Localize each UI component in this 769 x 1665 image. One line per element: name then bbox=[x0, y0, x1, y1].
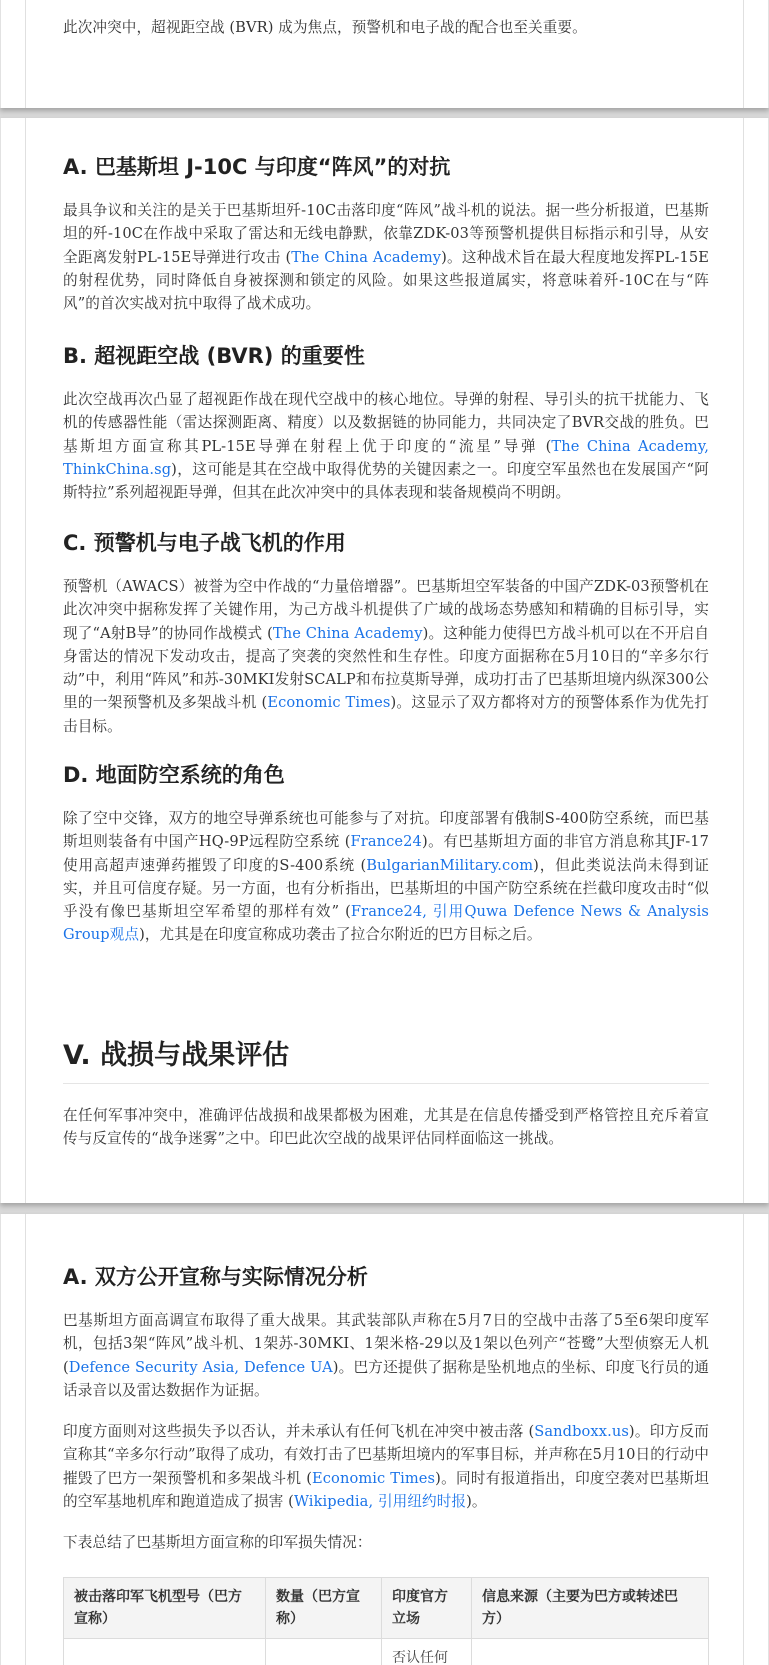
card-border-left bbox=[25, 118, 26, 1203]
section-v-paragraph: 在任何军事冲突中，准确评估战损和战果都极为困难，尤其是在信息传播受到严格管控且充斥着宣传与反宣传的“战争迷雾”之中。印巴此次空战的战果评估同样面临这一挑战。 bbox=[63, 1107, 709, 1148]
content-card-intro bbox=[0, 0, 769, 108]
section-d-paragraph: 除了空中交锋，双方的地空导弹系统也可能参与了对抗。印度部署有俄制S-400防空系统，而巴基斯坦则装备有中国产HQ-9P远程防空系统 (France24)。有巴基斯坦方面的非官方消息称其JF-17使用高超声速弹药摧毁了印度的S-400系统 (BulgarianMilitary.com)，但此类说法尚未得到证实，并且可信度存疑。另一方面，也有分析指出，巴基斯坦的中国产防空系统在拦截印度攻击时“似乎没有像巴基斯坦空军希望的那样有效” (France24, 引用Quwa Defence News & Analysis Group观点)，尤其是在印度宣称成功袭击了拉合尔附近的巴方目标之后。 bbox=[63, 810, 709, 944]
card-border-left bbox=[25, 0, 26, 108]
section-c-title: C. 预警机与电子战飞机的作用 bbox=[63, 531, 346, 555]
table-intro: 下表总结了巴基斯坦方面宣称的印军损失情况： bbox=[63, 1534, 372, 1552]
section-va-title: A. 双方公开宣称与实际情况分析 bbox=[63, 1265, 368, 1289]
source-link[interactable]: Economic Times bbox=[267, 694, 391, 712]
source-link[interactable]: France24 bbox=[350, 833, 422, 851]
intro-paragraph: 此次冲突中，超视距空战 (BVR) 成为焦点，预警机和电子战的配合也至关重要。 bbox=[63, 19, 587, 36]
section-va-paragraph-2: 印度方面则对这些损失予以否认，并未承认有任何飞机在冲突中被击落 (Sandboxx.us)。印方反而宣称其“辛多尔行动”取得了成功，有效打击了巴基斯坦境内的军事目标，并声称在5月10日的行动中摧毁了巴方一架预警机和多架战斗机 (Economic Times)。同时有报道指出，印度空袭对巴基斯坦的空军基地机库和跑道造成了损害 (Wikipedia, 引用纽约时报)。 bbox=[63, 1423, 710, 1511]
table-cell bbox=[266, 1638, 382, 1665]
section-v bbox=[63, 1039, 709, 1151]
table-cell bbox=[64, 1638, 266, 1665]
table-cell: 否认任何 bbox=[382, 1638, 472, 1665]
card-border-right bbox=[743, 1214, 744, 1665]
section-c bbox=[63, 529, 709, 738]
column-header-aircraft: 被击落印军飞机型号（巴方宣称） bbox=[64, 1577, 266, 1638]
loss-claims-table bbox=[63, 1577, 709, 1665]
card-border-right bbox=[743, 118, 744, 1203]
source-link[interactable]: France24, 引用Quwa Defence News & Analysis Group观点 bbox=[63, 903, 709, 944]
section-c-paragraph: 预警机（AWACS）被誉为空中作战的“力量倍增器”。巴基斯坦空军装备的中国产ZDK-03预警机在此次冲突中据称发挥了关键作用，为己方战斗机提供了广域的战场态势感知和精确的目标引导，实现了“A射B导”的协同作战模式 (The China Academy)。这种能力使得巴方战斗机可以在不开启自身雷达的情况下发动攻击，提高了突袭的突然性和生存性。印度方面据称在5月10日的“辛多尔行动”中，利用“阵风”和苏-30MKI发射SCALP和布拉莫斯导弹，成功打击了巴基斯坦境内纵深300公里的一架预警机及多架战斗机 (Economic Times)。这显示了双方都将对方的预警体系作为优先打击目标。 bbox=[63, 578, 710, 735]
section-a-title: A. 巴基斯坦 J-10C 与印度“阵风”的对抗 bbox=[63, 155, 451, 179]
table-row bbox=[64, 1638, 709, 1665]
source-link[interactable]: The China Academy bbox=[291, 248, 442, 266]
source-link[interactable]: Wikipedia, 引用纽约时报 bbox=[293, 1493, 467, 1511]
source-link[interactable]: Defence Security Asia, Defence UA bbox=[68, 1358, 333, 1376]
source-link[interactable]: The China Academy, bbox=[551, 437, 709, 455]
source-link[interactable]: BulgarianMilitary.com bbox=[366, 856, 534, 874]
column-header-india-stance: 印度官方立场 bbox=[382, 1577, 472, 1638]
section-d bbox=[63, 761, 709, 947]
source-link[interactable]: Economic Times bbox=[312, 1469, 436, 1487]
section-b-title: B. 超视距空战 (BVR) 的重要性 bbox=[63, 344, 365, 368]
source-link[interactable]: The China Academy bbox=[272, 624, 423, 642]
section-v-title: V. 战损与战果评估 bbox=[63, 1040, 290, 1071]
content-card-damage-assessment bbox=[0, 1214, 769, 1665]
card-border-left bbox=[25, 1214, 26, 1665]
section-d-title: D. 地面防空系统的角色 bbox=[63, 763, 285, 787]
column-header-count: 数量（巴方宣称） bbox=[266, 1577, 382, 1638]
table-header-row bbox=[64, 1577, 709, 1638]
source-link[interactable]: Sandboxx.us bbox=[534, 1423, 629, 1441]
card-border-right bbox=[743, 0, 744, 108]
section-va-paragraph-1: 巴基斯坦方面高调宣布取得了重大战果。其武装部队声称在5月7日的空战中击落了5至6架印度军机，包括3架“阵风”战斗机、1架苏-30MKI、1架米格-29以及1架以色列产“苍鹭”大型侦察无人机 (Defence Security Asia, Defence UA)。巴方还提供了据称是坠机地点的坐标、印度飞行员的通话录音以及雷达数据作为证据。 bbox=[63, 1312, 709, 1399]
column-header-source: 信息来源（主要为巴方或转述巴方） bbox=[472, 1577, 709, 1638]
section-va bbox=[63, 1263, 709, 1665]
section-b-paragraph: 此次空战再次凸显了超视距作战在现代空战中的核心地位。导弹的射程、导引头的抗干扰能力、飞机的传感器性能（雷达探测距离、精度）以及数据链的协同能力，共同决定了BVR交战的胜负。巴基斯坦方面宣称其PL-15E导弹在射程上优于印度的“流星”导弹 (The China Academy, ThinkChina.sg)，这可能是其在空战中取得优势的关键因素之一。印度空军虽然也在发展国产“阿斯特拉”系列超视距导弹，但其在此次冲突中的具体表现和装备规模尚不明朗。 bbox=[63, 391, 709, 502]
source-link[interactable]: ThinkChina.sg bbox=[63, 460, 172, 478]
content-card-air-combat bbox=[0, 118, 769, 1203]
heading-divider bbox=[63, 1083, 709, 1084]
section-a bbox=[63, 153, 709, 315]
table-cell bbox=[472, 1638, 709, 1665]
section-a-paragraph: 最具争议和关注的是关于巴基斯坦歼-10C击落印度“阵风”战斗机的说法。据一些分析报道，巴基斯坦的歼-10C在作战中采取了雷达和无线电静默，依靠ZDK-03等预警机提供目标指示和引导，从安全距离发射PL-15E导弹进行攻击 (The China Academy)。这种战术旨在最大程度地发挥PL-15E的射程优势，同时降低自身被探测和锁定的风险。如果这些报道属实，将意味着歼-10C在与“阵风”的首次实战对抗中取得了战术成功。 bbox=[63, 202, 709, 313]
section-b bbox=[63, 342, 709, 504]
